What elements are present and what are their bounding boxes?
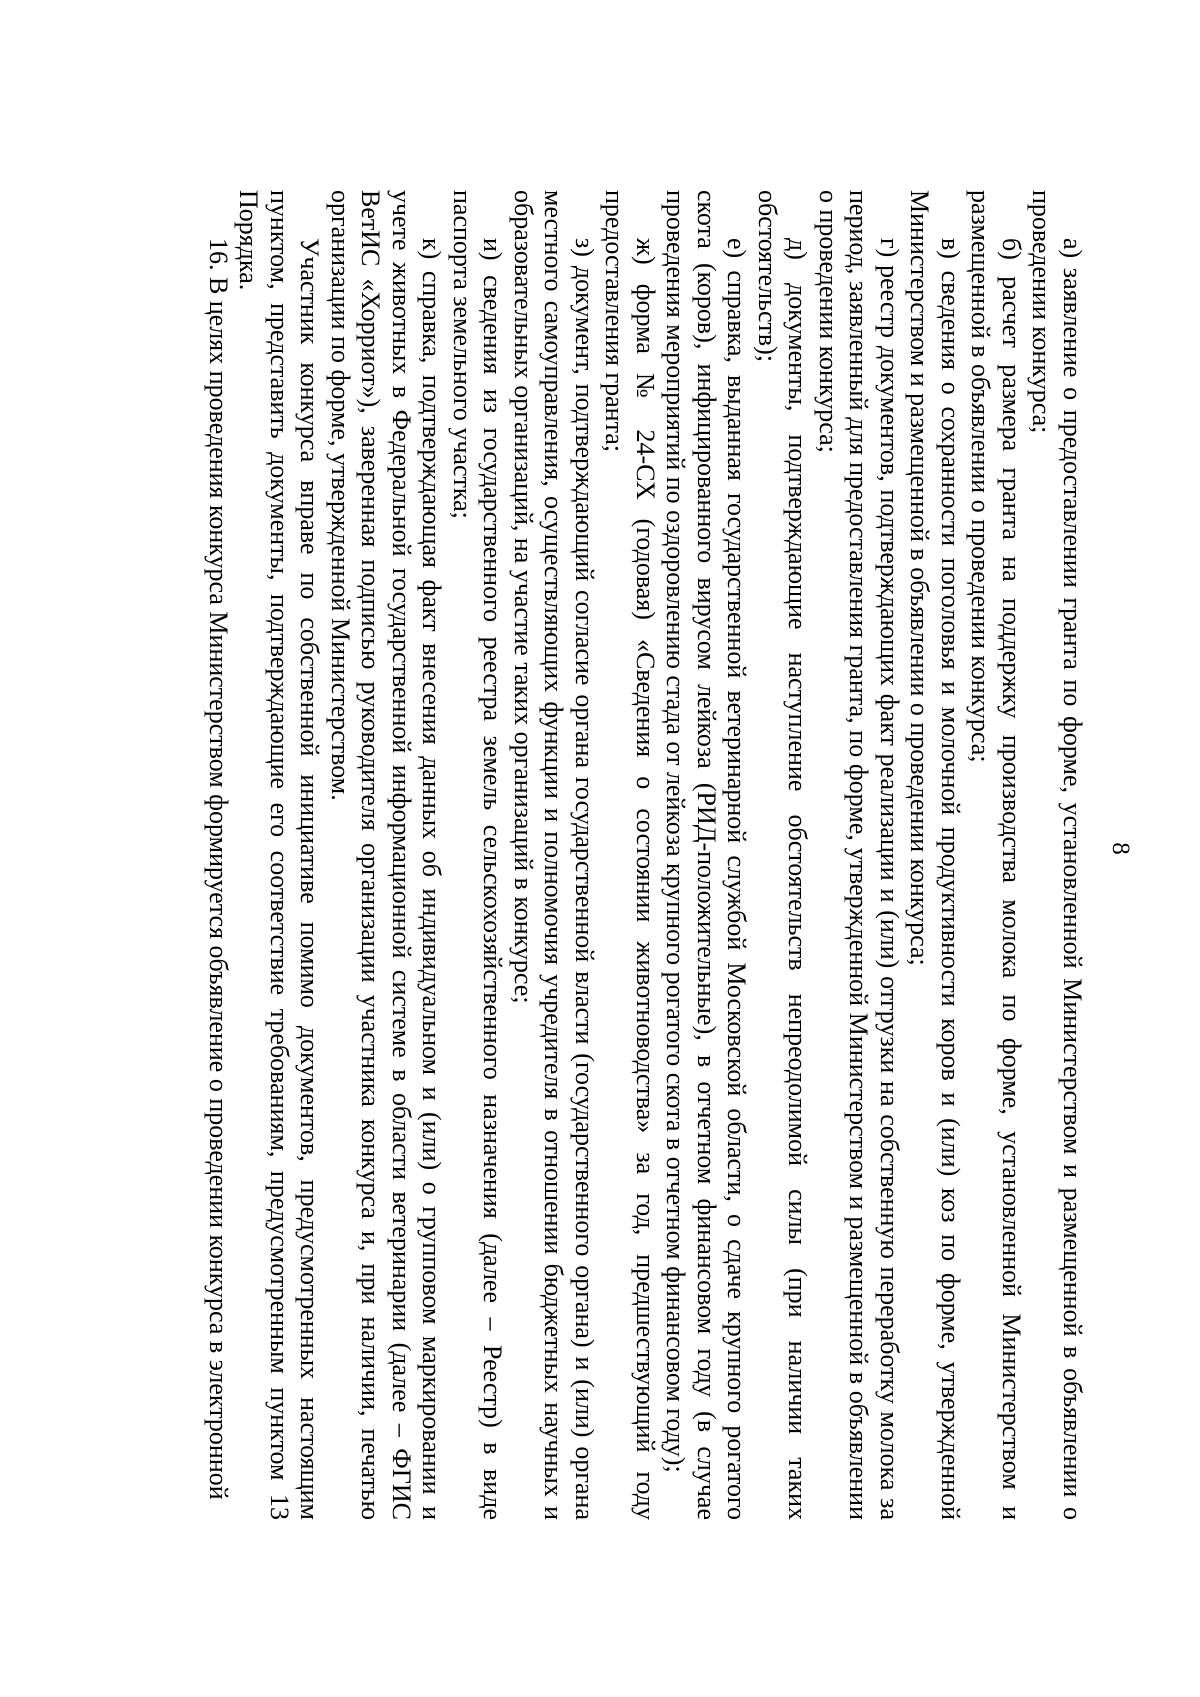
paragraph-i: и) сведения из государственного реестра земель сельскохозяйственного назначения (далее – Реестр) в виде паспорта земельного участка; <box>448 190 508 1520</box>
paragraph-v: в) сведения о сохранности поголовья и молочной продуктивности коров и (или) коз по форме, утвержденной Министерством и размещенной в объявлении о проведении конкурса; <box>905 190 965 1520</box>
paragraph-k: к) справка, подтверждающая факт внесения данных об индивидуальном и (или) о групповом маркировании и учете животных в Федеральной государственной информационной системе в области ветеринарии (далее – ФГИС ВетИС «Хорриот»), заверенная подписью руководителя организации участника конкурса и, при наличии, печатью организации по форме, утвержденной Министерством. <box>326 190 447 1520</box>
paragraph-z: з) документ, подтверждающий согласие органа государственной власти (государственного органа) и (или) органа местного самоуправления, осуществляющих функции и полномочия учредителя в отношении бюджетных научных и образовательных организаций, на участие таких организаций в конкурсе; <box>509 190 599 1520</box>
paragraph-e: е) справка, выданная государственной ветеринарной службой Московской области, о сдаче крупного рогатого скота (коров), инфицированного вирусом лейкоза (РИД-положительные), в отчетном финансовом году (в случае проведения мероприятий по оздоровлению стада от лейкоза крупного рогатого скота в отчетном финансовом году); <box>661 190 752 1520</box>
paragraph-g: г) реестр документов, подтверждающих факт реализации и (или) отгрузки на собственную переработку молока за период, заявленный для предоставления гранта, по форме, утвержденной Министерством и размещенной в объявлении о проведении конкурса; <box>814 190 904 1520</box>
paragraph-16: 16. В целях проведения конкурса Министерством формируется объявление о проведении конкурса в электронной <box>204 238 233 1500</box>
paragraph-d: д) документы, подтверждающие наступление обстоятельств непреодолимой силы (при наличии таких обстоятельств); <box>753 190 813 1520</box>
paragraph-zh: ж) форма № 24-СХ (годовая) «Сведения о состоянии животноводства» за год, предшествующий году предоставления гранта; <box>600 190 660 1520</box>
paragraph-participant-right: Участник конкурса вправе по собственной инициативе помимо документов, предусмотренных настоящим пунктом, представить документы, подтверждающие его соответствие требованиям, предусмотренным пунктом 13 Порядка. <box>234 190 325 1520</box>
paragraph-b: б) расчет размера гранта на поддержку производства молока по форме, установленной Министерством и размещенной в объявлении о проведении конкурса; <box>966 190 1026 1520</box>
paragraph-a: а) заявление о предоставлении гранта по форме, установленной Министерством и размещенной в объявлении о проведении конкурса; <box>1027 190 1087 1520</box>
document-body <box>203 190 1088 1520</box>
page-number: 8 <box>1107 842 1134 855</box>
